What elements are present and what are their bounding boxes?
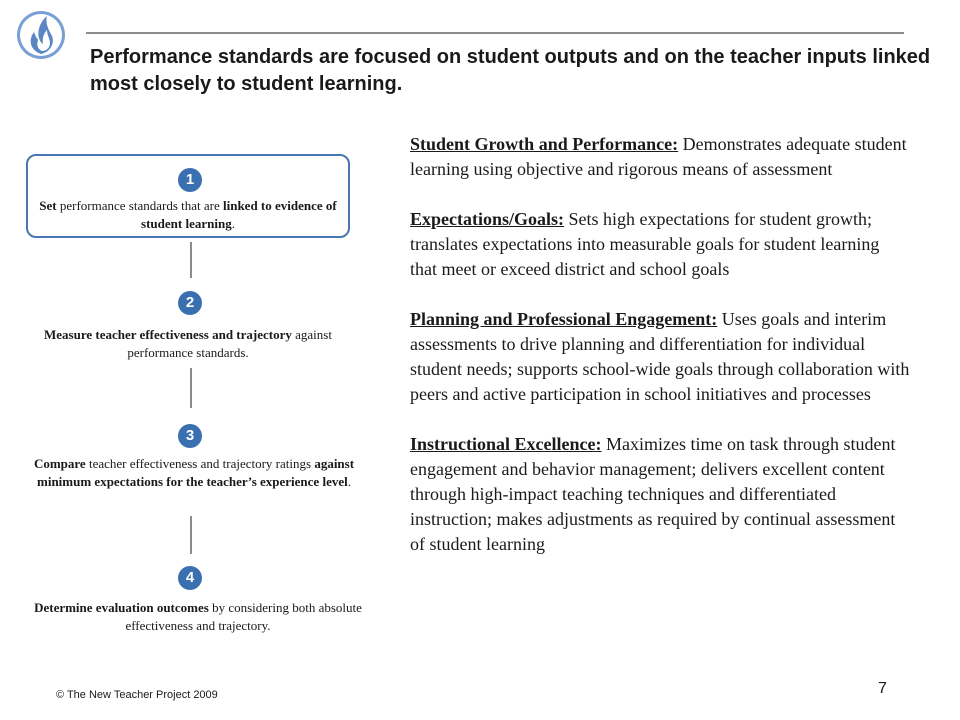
connector-line-1	[190, 242, 192, 278]
step-3-text	[24, 455, 364, 491]
page-number: 7	[878, 680, 887, 697]
standard-heading: Planning and Professional Engagement:	[410, 309, 718, 329]
standard-item	[410, 207, 910, 282]
standard-body: Sets high expectations for student growth; translates expectations into measurable goals for student learning that meet or exceed district and school goals	[410, 209, 880, 279]
step-text-segment: Determine evaluation outcomes	[34, 600, 209, 615]
step-text-segment: .	[347, 474, 351, 489]
standards-list	[410, 132, 910, 582]
step-text-segment: teacher effectiveness and trajectory ratings	[85, 456, 315, 471]
standard-item	[410, 432, 910, 557]
standard-heading: Student Growth and Performance:	[410, 134, 679, 154]
step-text-segment: Measure teacher effectiveness and trajectory	[44, 327, 292, 342]
step-1-text	[30, 197, 346, 233]
step-text-segment: linked to evidence of student learning	[141, 198, 337, 231]
step-text-segment: Set	[39, 198, 57, 213]
step-4-number-icon: 4	[178, 566, 202, 590]
step-1-number-icon: 1	[178, 168, 202, 192]
slide-title: Performance standards are focused on student outputs and on the teacher inputs linked most closely to student learning.	[90, 46, 931, 95]
standard-body: Demonstrates adequate student learning using objective and rigorous means of assessment	[410, 134, 907, 179]
step-text-segment: performance standards that are	[56, 198, 223, 213]
copyright-footer: © The New Teacher Project 2009	[56, 689, 218, 701]
top-divider	[86, 32, 904, 34]
standard-heading: Expectations/Goals:	[410, 209, 565, 229]
step-text-segment: by considering both absolute effectiveness and trajectory.	[125, 600, 362, 633]
connector-line-3	[190, 516, 192, 554]
step-text-segment: against performance standards.	[127, 327, 332, 360]
standard-item	[410, 307, 910, 407]
step-text-segment: Compare	[33, 456, 86, 471]
step-4-text	[34, 599, 362, 635]
step-text-segment: against minimum expectations for the teacher’s experience level	[37, 456, 355, 489]
standard-heading: Instructional Excellence:	[410, 434, 602, 454]
step-text-segment: .	[231, 216, 235, 231]
step-3-number-icon: 3	[178, 424, 202, 448]
step-2-number-icon: 2	[178, 291, 202, 315]
standard-item	[410, 132, 910, 182]
standard-body: Uses goals and interim assessments to drive planning and differentiation for individual student needs; supports school-wide goals through collaboration with peers and active participation in school initiatives and processes	[410, 309, 910, 404]
flame-logo-icon	[16, 10, 66, 60]
connector-line-2	[190, 368, 192, 408]
step-2-text	[30, 326, 346, 362]
standard-body: Maximizes time on task through student engagement and behavior management; delivers excellent content through high-impact teaching techniques and differentiated instruction; makes adjustments as required by continual assessment of student learning	[410, 434, 896, 554]
